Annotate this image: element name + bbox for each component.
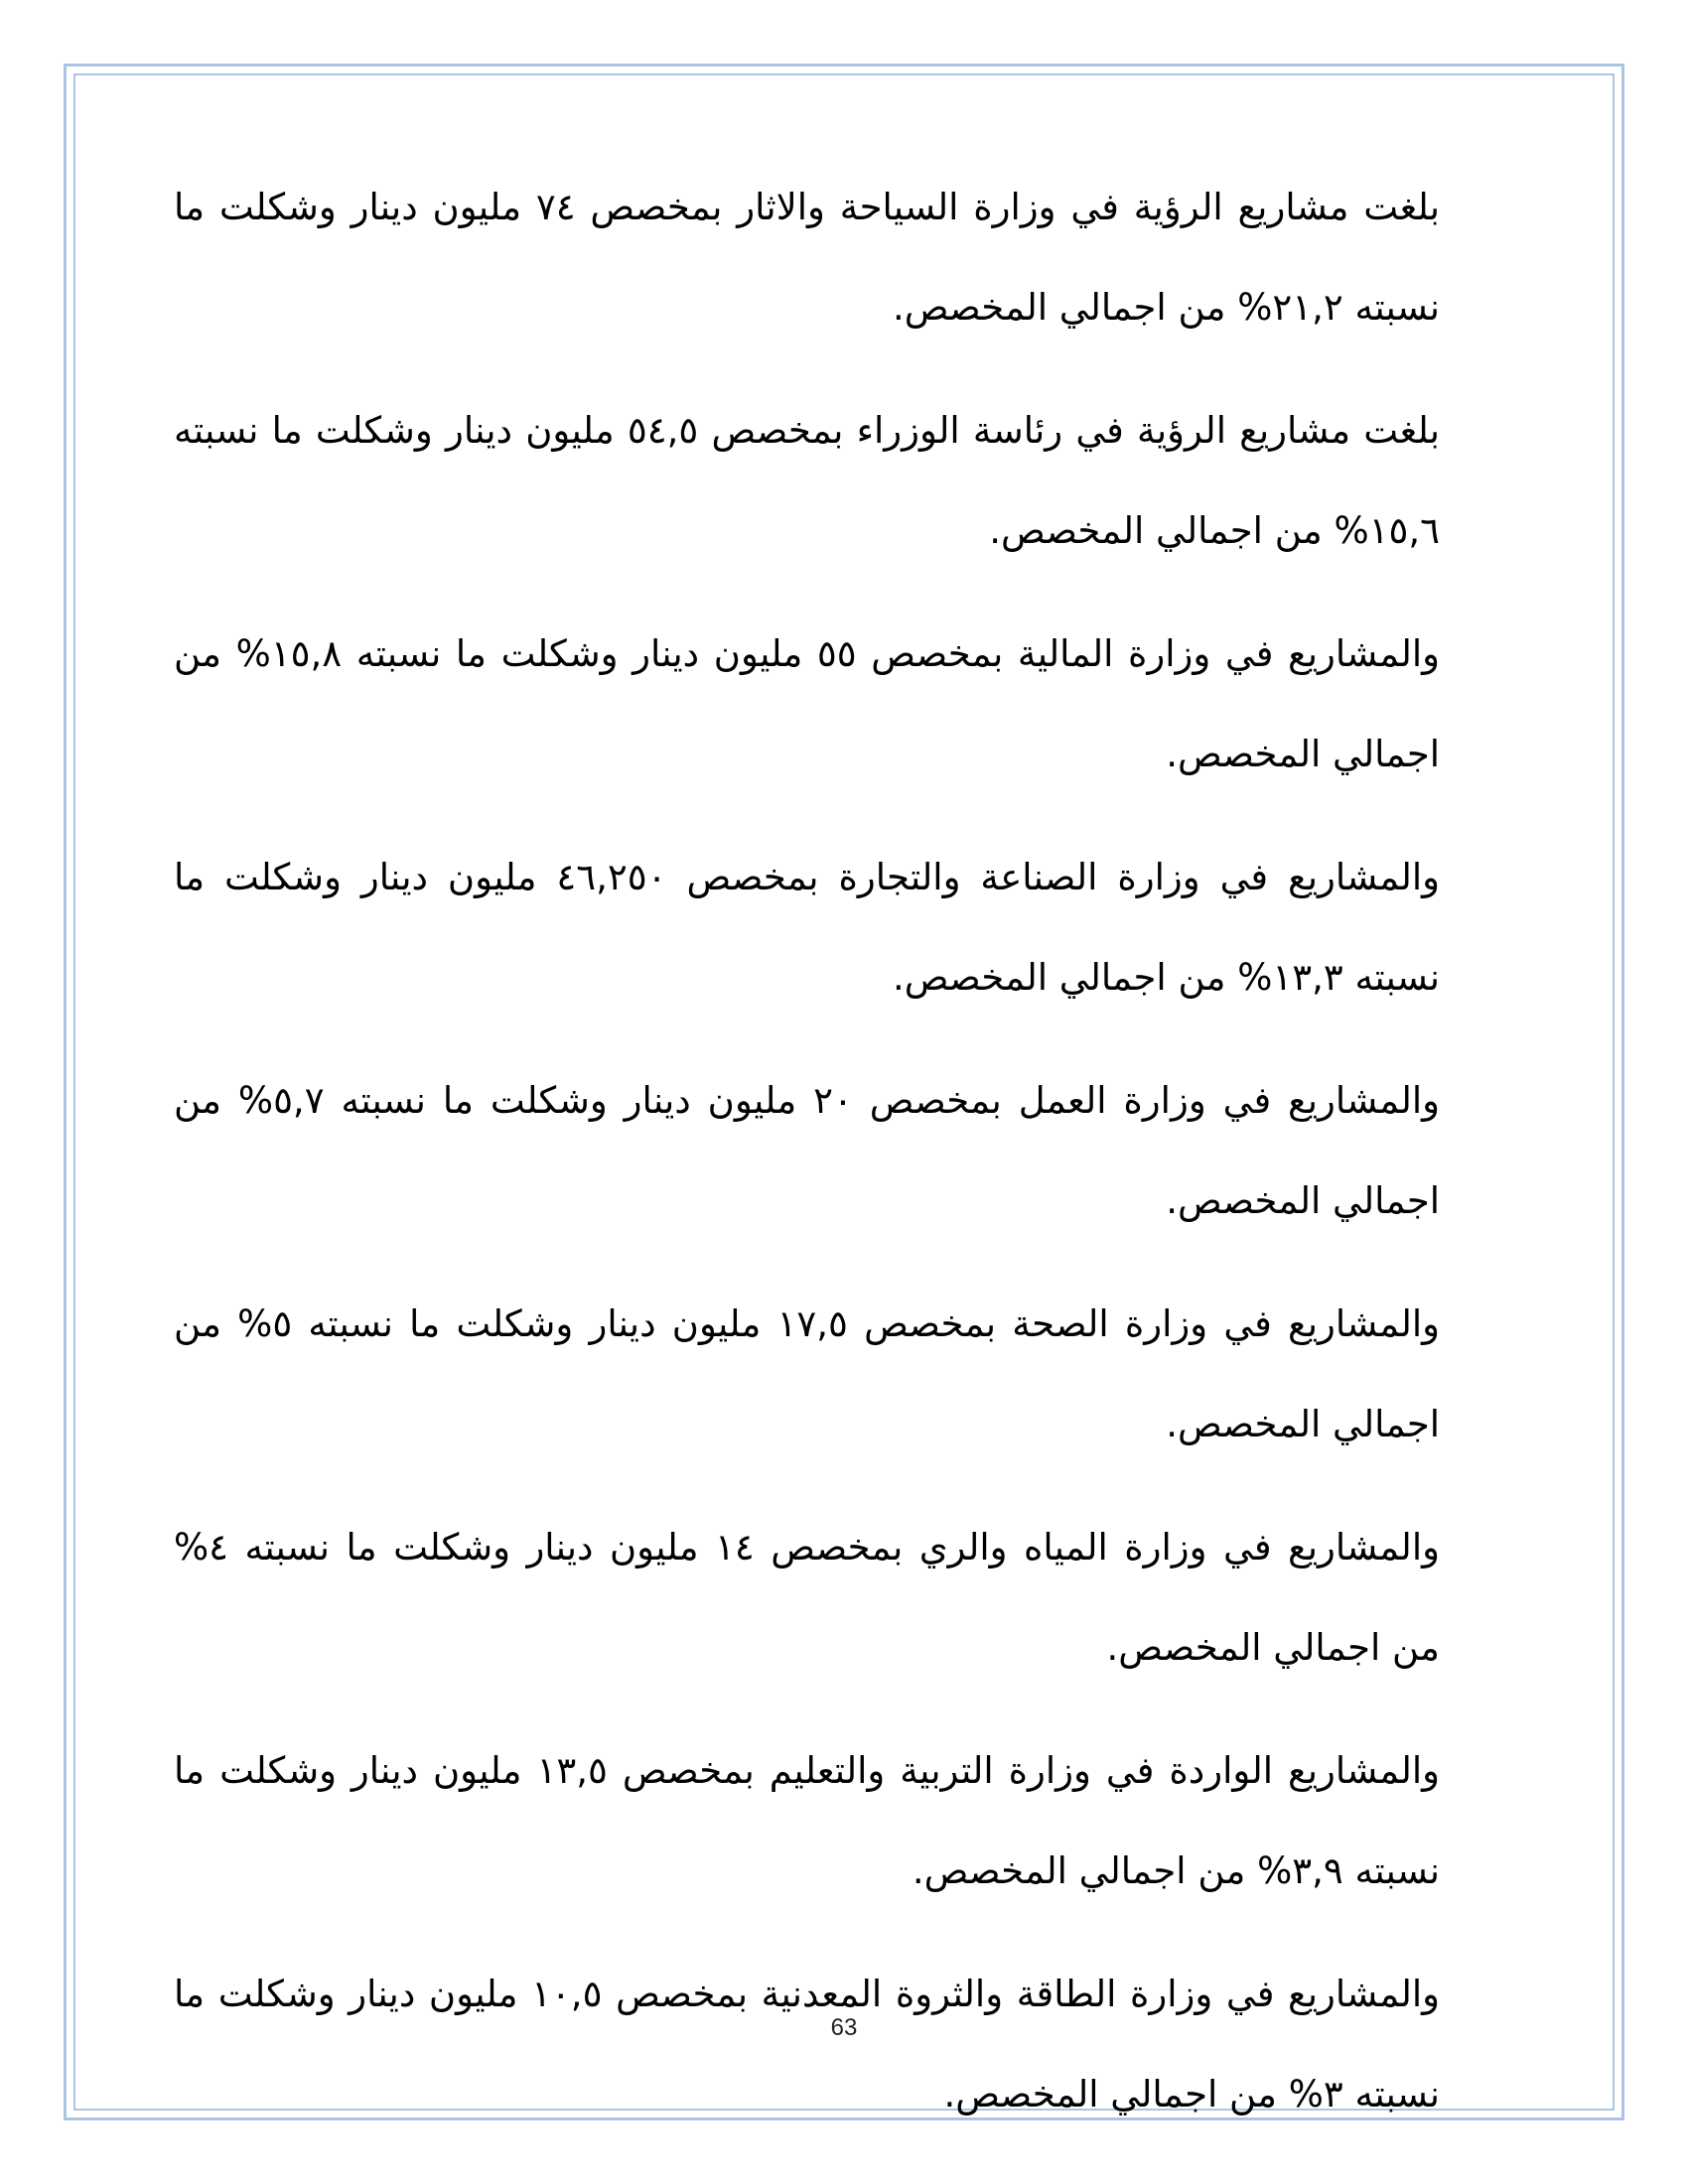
page-number: 63 [830, 2014, 858, 2041]
document-body [174, 157, 1440, 2167]
paragraph-labor: والمشاريع في وزارة العمل بمخصص ٢٠ مليون دينار وشكلت ما نسبته ٥,٧% من اجمالي المخصص. [174, 1079, 1440, 1222]
paragraph-health: والمشاريع في وزارة الصحة بمخصص ١٧,٥ مليون دينار وشكلت ما نسبته ٥% من اجمالي المخصص. [174, 1302, 1440, 1445]
paragraph-energy: والمشاريع في وزارة الطاقة والثروة المعدنية بمخصص ١٠,٥ مليون دينار وشكلت ما نسبته ٣% من اجمالي المخصص. [174, 1973, 1440, 2116]
paragraph-water-irrigation: والمشاريع في وزارة المياه والري بمخصص ١٤ مليون دينار وشكلت ما نسبته ٤% من اجمالي المخصص. [174, 1526, 1440, 1669]
paragraph-prime-ministry: بلغت مشاريع الرؤية في رئاسة الوزراء بمخصص ٥٤,٥ مليون دينار وشكلت ما نسبته ١٥,٦% من اجمالي المخصص. [174, 409, 1441, 552]
paragraph-tourism: بلغت مشاريع الرؤية في وزارة السياحة والاثار بمخصص ٧٤ مليون دينار وشكلت ما نسبته ٢١,٢% من اجمالي المخصص. [174, 186, 1440, 329]
paragraph-education: والمشاريع الواردة في وزارة التربية والتعليم بمخصص ١٣,٥ مليون دينار وشكلت ما نسبته ٣,٩% من اجمالي المخصص. [174, 1749, 1440, 1892]
paragraph-finance: والمشاريع في وزارة المالية بمخصص ٥٥ مليون دينار وشكلت ما نسبته ١٥,٨% من اجمالي المخصص. [174, 632, 1440, 775]
paragraph-industry-trade: والمشاريع في وزارة الصناعة والتجارة بمخصص ٤٦,٢٥٠ مليون دينار وشكلت ما نسبته ١٣,٣% من اجمالي المخصص. [174, 856, 1440, 999]
